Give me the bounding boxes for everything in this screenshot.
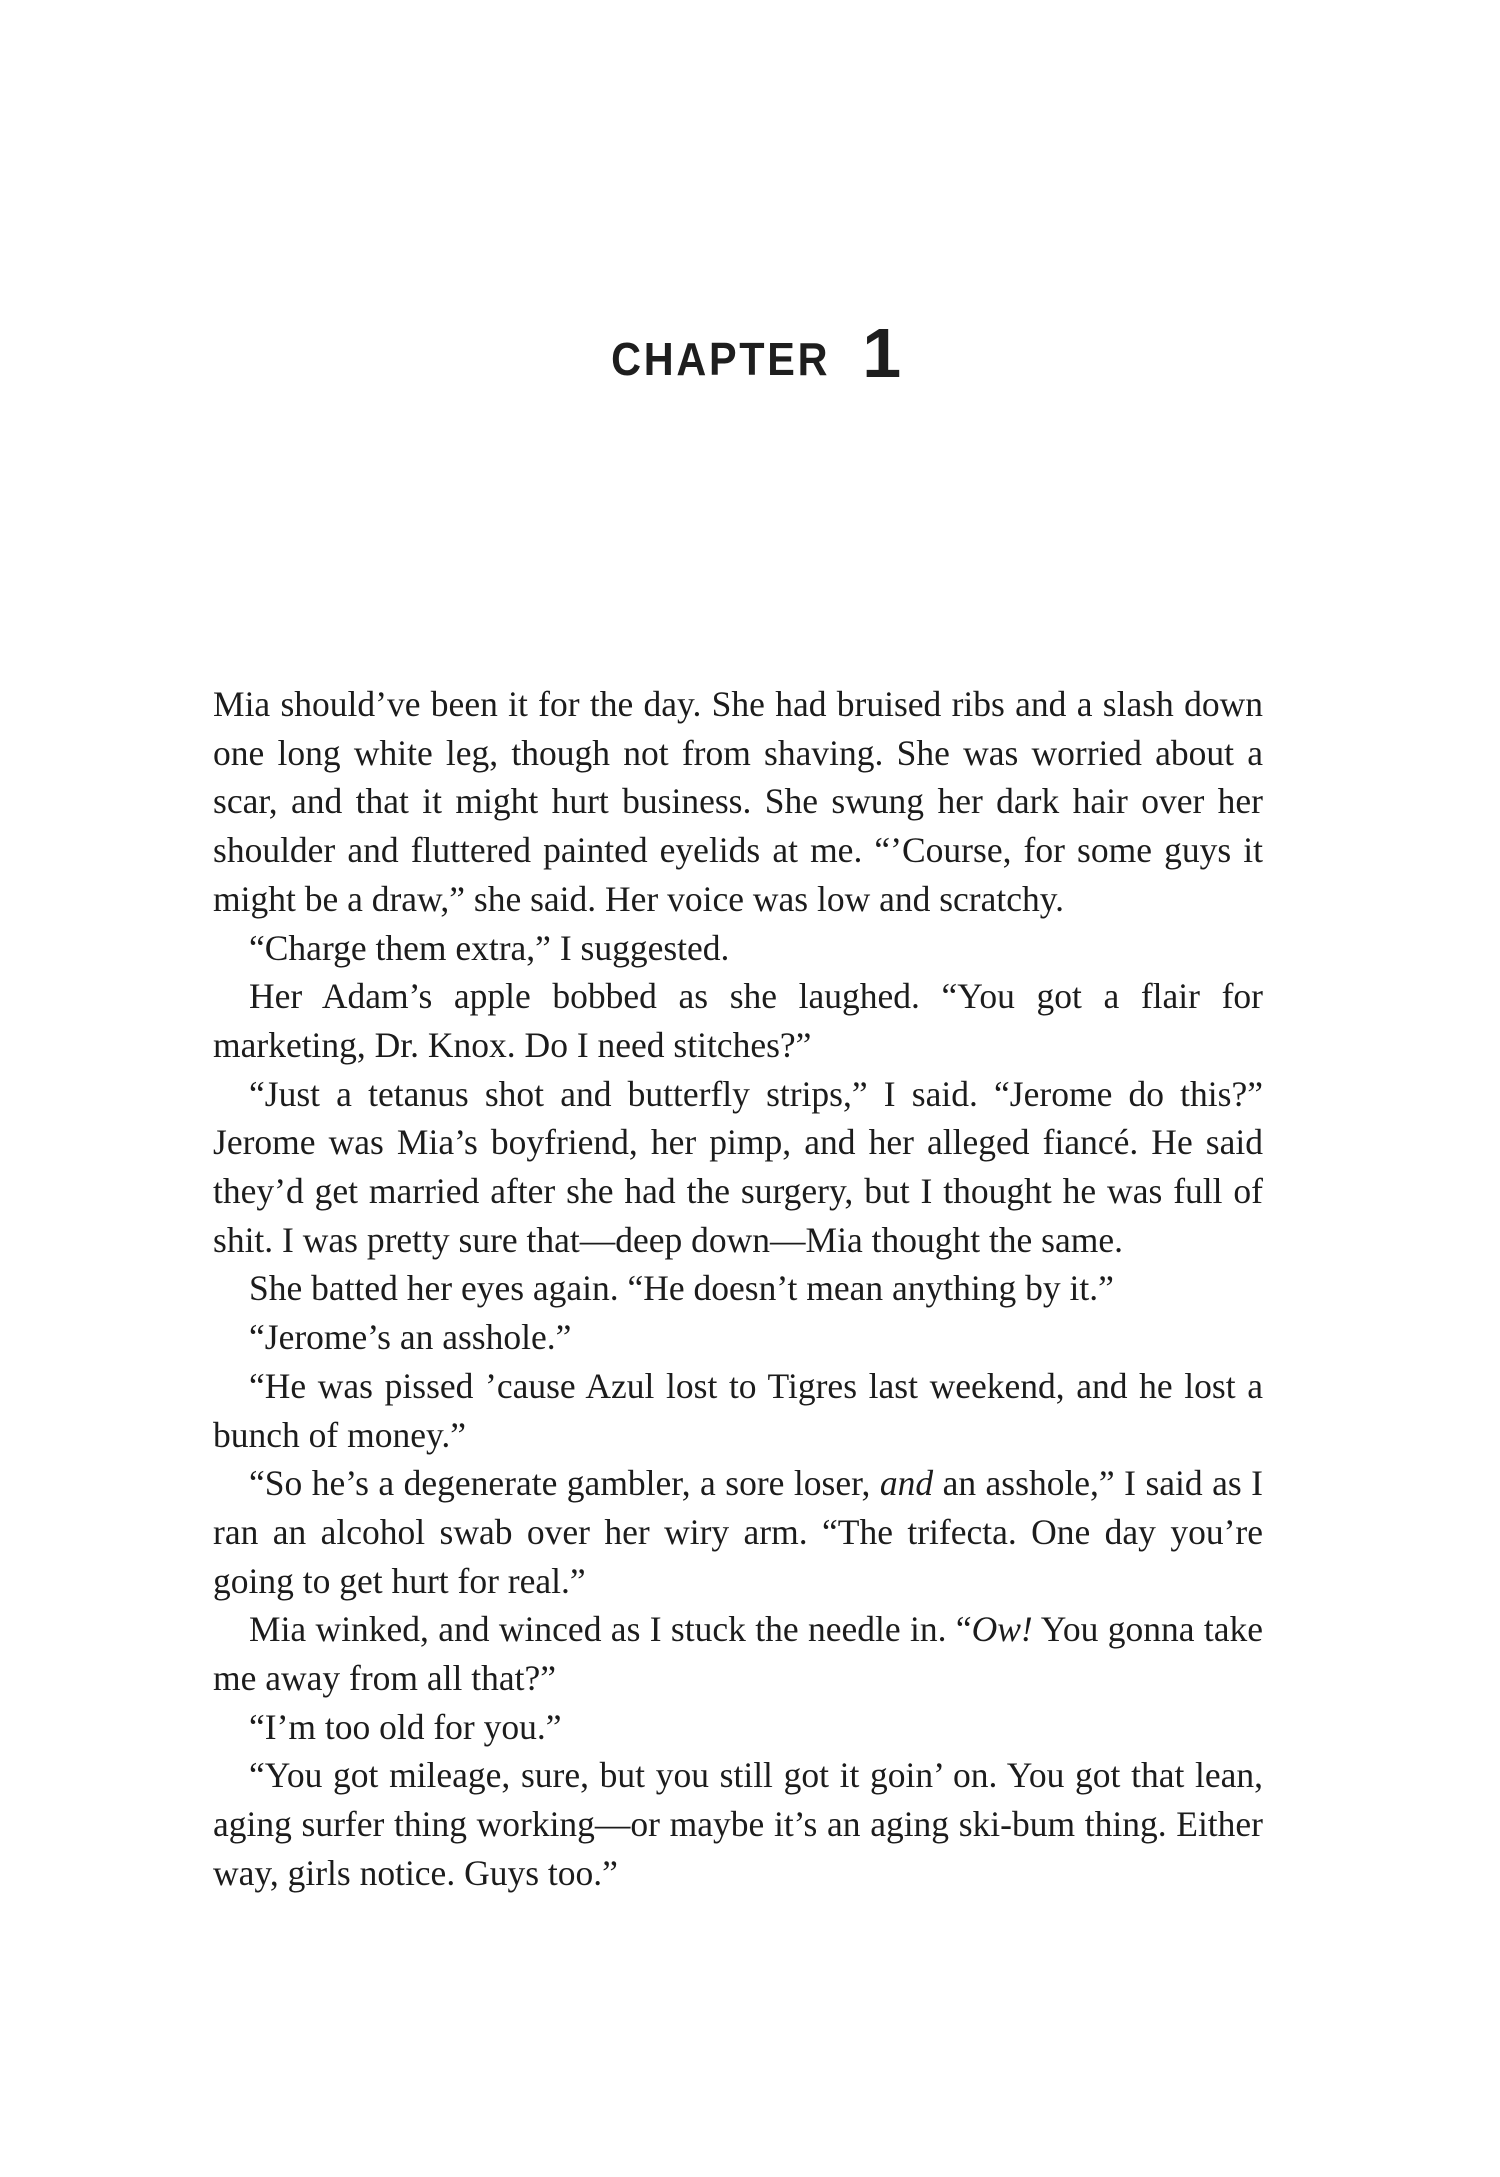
paragraph — [213, 1070, 1263, 1265]
paragraph — [213, 1605, 1263, 1702]
paragraph — [213, 924, 1263, 973]
text-segment: “You got mileage, sure, but you still got it goin’ on. You got that lean, aging surfer thing working—or maybe it’s an aging ski-bum thing. Either way, girls notice. Guys too.” — [213, 1755, 1263, 1893]
text-segment: “Just a tetanus shot and butterfly strips,” I said. “Jerome do this?” Jerome was Mia’s boyfriend, her pimp, and her alleged fiancé. He said they’d get married after she had the surgery, but I thought he was full of shit. I was pretty sure that—deep down—Mia thought the same. — [213, 1073, 1263, 1260]
text-segment: You gonna take me away from all that?” — [213, 1609, 1263, 1699]
chapter-heading — [0, 314, 1500, 392]
text-segment: “Charge them extra,” I suggested. — [249, 927, 730, 968]
italic-text: Ow! — [971, 1609, 1033, 1650]
paragraph — [213, 1459, 1263, 1605]
paragraph — [213, 1313, 1263, 1362]
text-segment: “So he’s a degenerate gambler, a sore loser, — [249, 1463, 880, 1504]
text-segment: “I’m too old for you.” — [249, 1706, 562, 1747]
paragraph — [213, 972, 1263, 1069]
text-segment: Mia winked, and winced as I stuck the needle in. “ — [249, 1609, 972, 1650]
chapter-label: CHAPTER — [611, 333, 831, 385]
paragraph — [213, 1362, 1263, 1459]
paragraph — [213, 1703, 1263, 1752]
text-segment: “Jerome’s an asshole.” — [249, 1317, 572, 1358]
chapter-number: 1 — [862, 314, 902, 392]
paragraph — [213, 680, 1263, 924]
text-segment: “He was pissed ’cause Azul lost to Tigres last weekend, and he lost a bunch of money.” — [213, 1365, 1263, 1455]
italic-text: and — [879, 1463, 934, 1504]
text-segment: She batted her eyes again. “He doesn’t mean anything by it.” — [249, 1268, 1114, 1309]
paragraph — [213, 1264, 1263, 1313]
paragraph — [213, 1751, 1263, 1897]
text-segment: an asshole,” I said as I ran an alcohol swab over her wiry arm. “The trifecta. One day you’re going to get hurt for real.” — [213, 1463, 1263, 1601]
text-segment: Mia should’ve been it for the day. She had bruised ribs and a slash down one long white leg, though not from shaving. She was worried about a scar, and that it might hurt business. She swung her dark hair over her shoulder and fluttered painted eyelids at me. “’Course, for some guys it might be a draw,” she said. Her voice was low and scratchy. — [213, 684, 1263, 919]
chapter-body-text — [213, 680, 1263, 1898]
text-segment: Her Adam’s apple bobbed as she laughed. “You got a flair for marketing, Dr. Knox. Do I need stitches?” — [213, 976, 1263, 1065]
